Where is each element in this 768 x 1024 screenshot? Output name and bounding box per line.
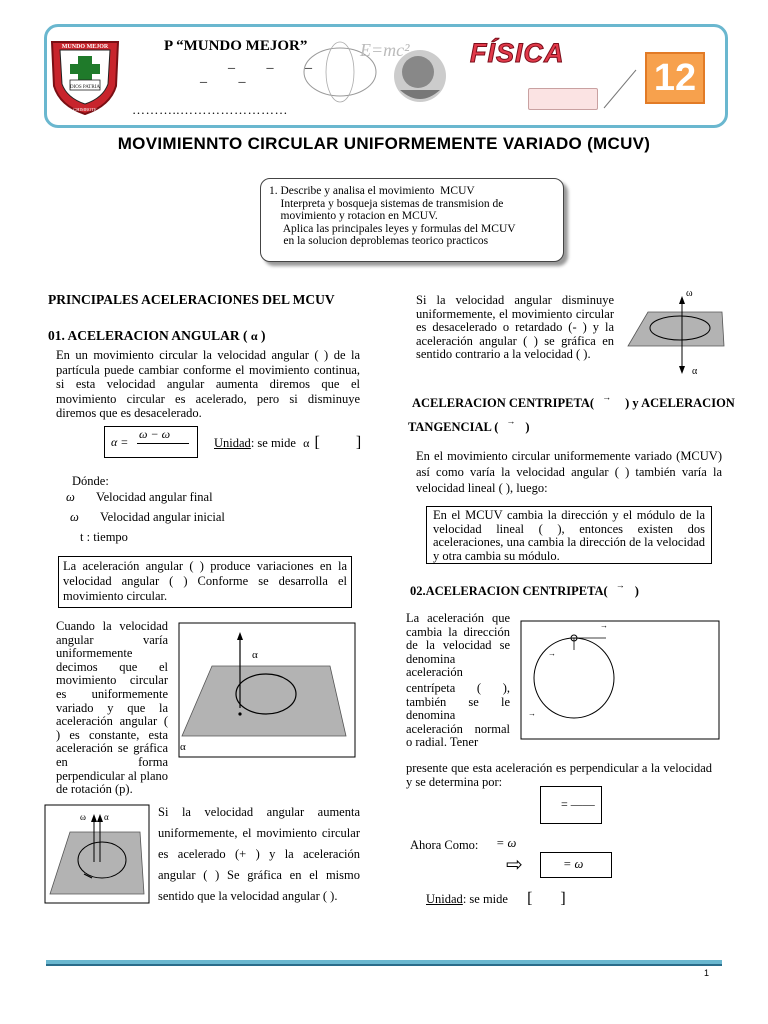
heading-tangential: TANGENCIAL ( [408, 420, 499, 434]
omega-symbol: ω [66, 490, 75, 504]
unit-label: Unidad [426, 892, 463, 906]
dashes-line-1: _ _ _ [228, 56, 326, 71]
omega-label: ω [80, 812, 86, 822]
bracket-open: [ [314, 434, 320, 451]
heading-tangential-close: ) [525, 420, 530, 434]
result-equals-omega: = ω [563, 857, 584, 871]
unit-label: Unidad [214, 436, 251, 450]
mcuv-paragraph: En el movimiento circular uniformemente variado (MCUV) así como varía la velocidad angular ( ) también varía la velocidad lineal ( ), luego: [416, 449, 722, 495]
objective-line: Interpreta y bosqueja sistemas de transmision de [269, 197, 504, 210]
unit-text: : se mide [462, 892, 508, 906]
vector-arrow: → [602, 392, 612, 402]
centripetal-paragraph: La aceleración que cambia la dirección de la velocidad se denomina aceleración [406, 611, 510, 680]
def-inicial: Velocidad angular inicial [99, 510, 225, 524]
alpha-label: α [252, 649, 258, 661]
alpha-symbol: α [250, 329, 258, 343]
objective-line: movimiento y rotacion en MCUV. [269, 210, 438, 222]
physics-sketch-image [300, 32, 468, 108]
formula-lhs: α = [111, 435, 129, 449]
accelerated-rotation-diagram [44, 804, 150, 904]
omega-symbol: ω [70, 510, 79, 524]
objective-line: 1. Describe y analisa el movimiento MCUV [269, 185, 475, 197]
heading-centripetal: 02.ACELERACION CENTRIPETA( [410, 584, 608, 598]
omega-label: ω [686, 288, 693, 299]
centripetal-formula-box [540, 786, 602, 824]
bracket-open: [ [527, 890, 533, 907]
vector-arrow: → [506, 416, 516, 426]
uniform-paragraph: Cuando la velocidad angular varía uniformemente decimos que el movimiento circular es uniformemente variado y que la aceleración angular ( ) es constante, esta aceleración se gráfica en forma perpendicular al plano de rotación (p). [56, 619, 168, 797]
alpha-symbol: α [303, 436, 310, 450]
objective-line: en la solucion deproblemas teorico practicos [269, 235, 489, 247]
decelerated-rotation-diagram [626, 286, 726, 380]
objectives-box [260, 178, 564, 262]
fraction-bar [137, 443, 189, 444]
date-box [528, 88, 598, 110]
ahora-como-label: Ahora Como: [410, 838, 479, 852]
school-name: P “MUNDO MEJOR” [164, 38, 308, 54]
formula-numerator: ω − ω [139, 427, 171, 441]
section-heading: PRINCIPALES ACELERACIONES DEL MCUV [48, 292, 335, 307]
accelerated-paragraph: Si la velocidad angular aumenta uniformemente, el movimiento circular es acelerado (+ ) y la aceleración angular ( ) Se gráfica en el mismo sentido que la velocidad angular ( ). [158, 805, 360, 903]
subject-title: FÍSICA [470, 38, 565, 68]
centripetal-paragraph-2: centrípeta ( ), también se le denomina aceleración normal o radial. Tener [406, 681, 510, 750]
vector-arrow: → [615, 580, 625, 590]
formula-box [104, 426, 198, 458]
linear-velocity-box: En el MCUV cambia la dirección y el módulo de la velocidad lineal ( ), entonces existen dos aceleraciones, una cambia la dirección de la velocidad y otra cambia su módulo. [426, 506, 712, 564]
rotation-plane-diagram-up [178, 622, 356, 758]
student-name-dots: ………..…………………… [132, 102, 288, 117]
vector-label: → [528, 709, 536, 718]
alpha-label: α [104, 812, 109, 822]
angular-acceleration-box: La aceleración angular ( ) produce variaciones en la velocidad angular ( ) Conforme se desarrolla el movimiento circular. [58, 556, 352, 608]
heading-centripetal-close: ) [634, 584, 639, 598]
alpha-label: α [692, 366, 698, 377]
footer-line [46, 960, 722, 966]
intro-paragraph: En un movimiento circular la velocidad angular ( ) de la partícula puede cambiar conforme el movimiento continua, si esta velocidad angular aumenta diremos que el movimiento circular es acelerado, pero si disminuye diremos que es desacelerado. [56, 348, 360, 420]
result-formula-box [540, 852, 612, 878]
page-title: MOVIMIENNTO CIRCULAR UNIFORMEMENTE VARIADO (MCUV) [117, 134, 651, 153]
centripetal-circle-diagram [520, 620, 720, 740]
bracket-close: ] [355, 434, 362, 451]
shield-top-text: MUNDO MEJOR [61, 44, 109, 50]
subsection-heading-close: ) [257, 328, 266, 343]
shield-bottom-text: CHIMBOTE [73, 107, 97, 112]
centripetal-paragraph-3: presente que esta aceleración es perpendicular a la velocidad y se determina por: [406, 761, 712, 789]
formula-eq-line: = —— [561, 797, 595, 811]
heading-centripetal-tangential: ACELERACION CENTRIPETA( [412, 396, 595, 410]
def-final: Velocidad angular final [95, 490, 213, 504]
unit-number-badge: 12 [645, 52, 705, 104]
vector-label: → [600, 621, 608, 630]
unit-text: : se mide [250, 436, 296, 450]
subsection-heading: 01. ACELERACION ANGULAR ( [48, 328, 251, 343]
decelerated-paragraph: Si la velocidad angular disminuye uniformemente, el movimiento circular es desacelerado o retardado (- ) y la aceleración angular ( ) se gráfica en sentido contrario a la velocidad ( ). [416, 293, 614, 362]
separator-slash [600, 66, 640, 110]
dashes-line-2: _ _ [200, 70, 260, 85]
equals-omega: = ω [496, 836, 517, 850]
donde-label: Dónde: [72, 474, 109, 488]
page-number: 1 [704, 968, 710, 978]
school-shield-logo [48, 36, 122, 116]
heading-centripetal-tangential-b: ) y ACELERACION [625, 396, 735, 410]
shield-motto-text: DIOS PATRIA [70, 85, 100, 90]
vector-label: → [548, 649, 556, 658]
objective-line: Aplica las principales leyes y formulas del MCUV [269, 222, 516, 235]
implies-arrow: ⇨ [506, 854, 523, 876]
alpha-label: α [180, 741, 186, 753]
bracket-close: ] [560, 890, 566, 907]
sketch-formula-text: E=mc² [360, 40, 410, 60]
def-time: t : tiempo [80, 530, 128, 544]
